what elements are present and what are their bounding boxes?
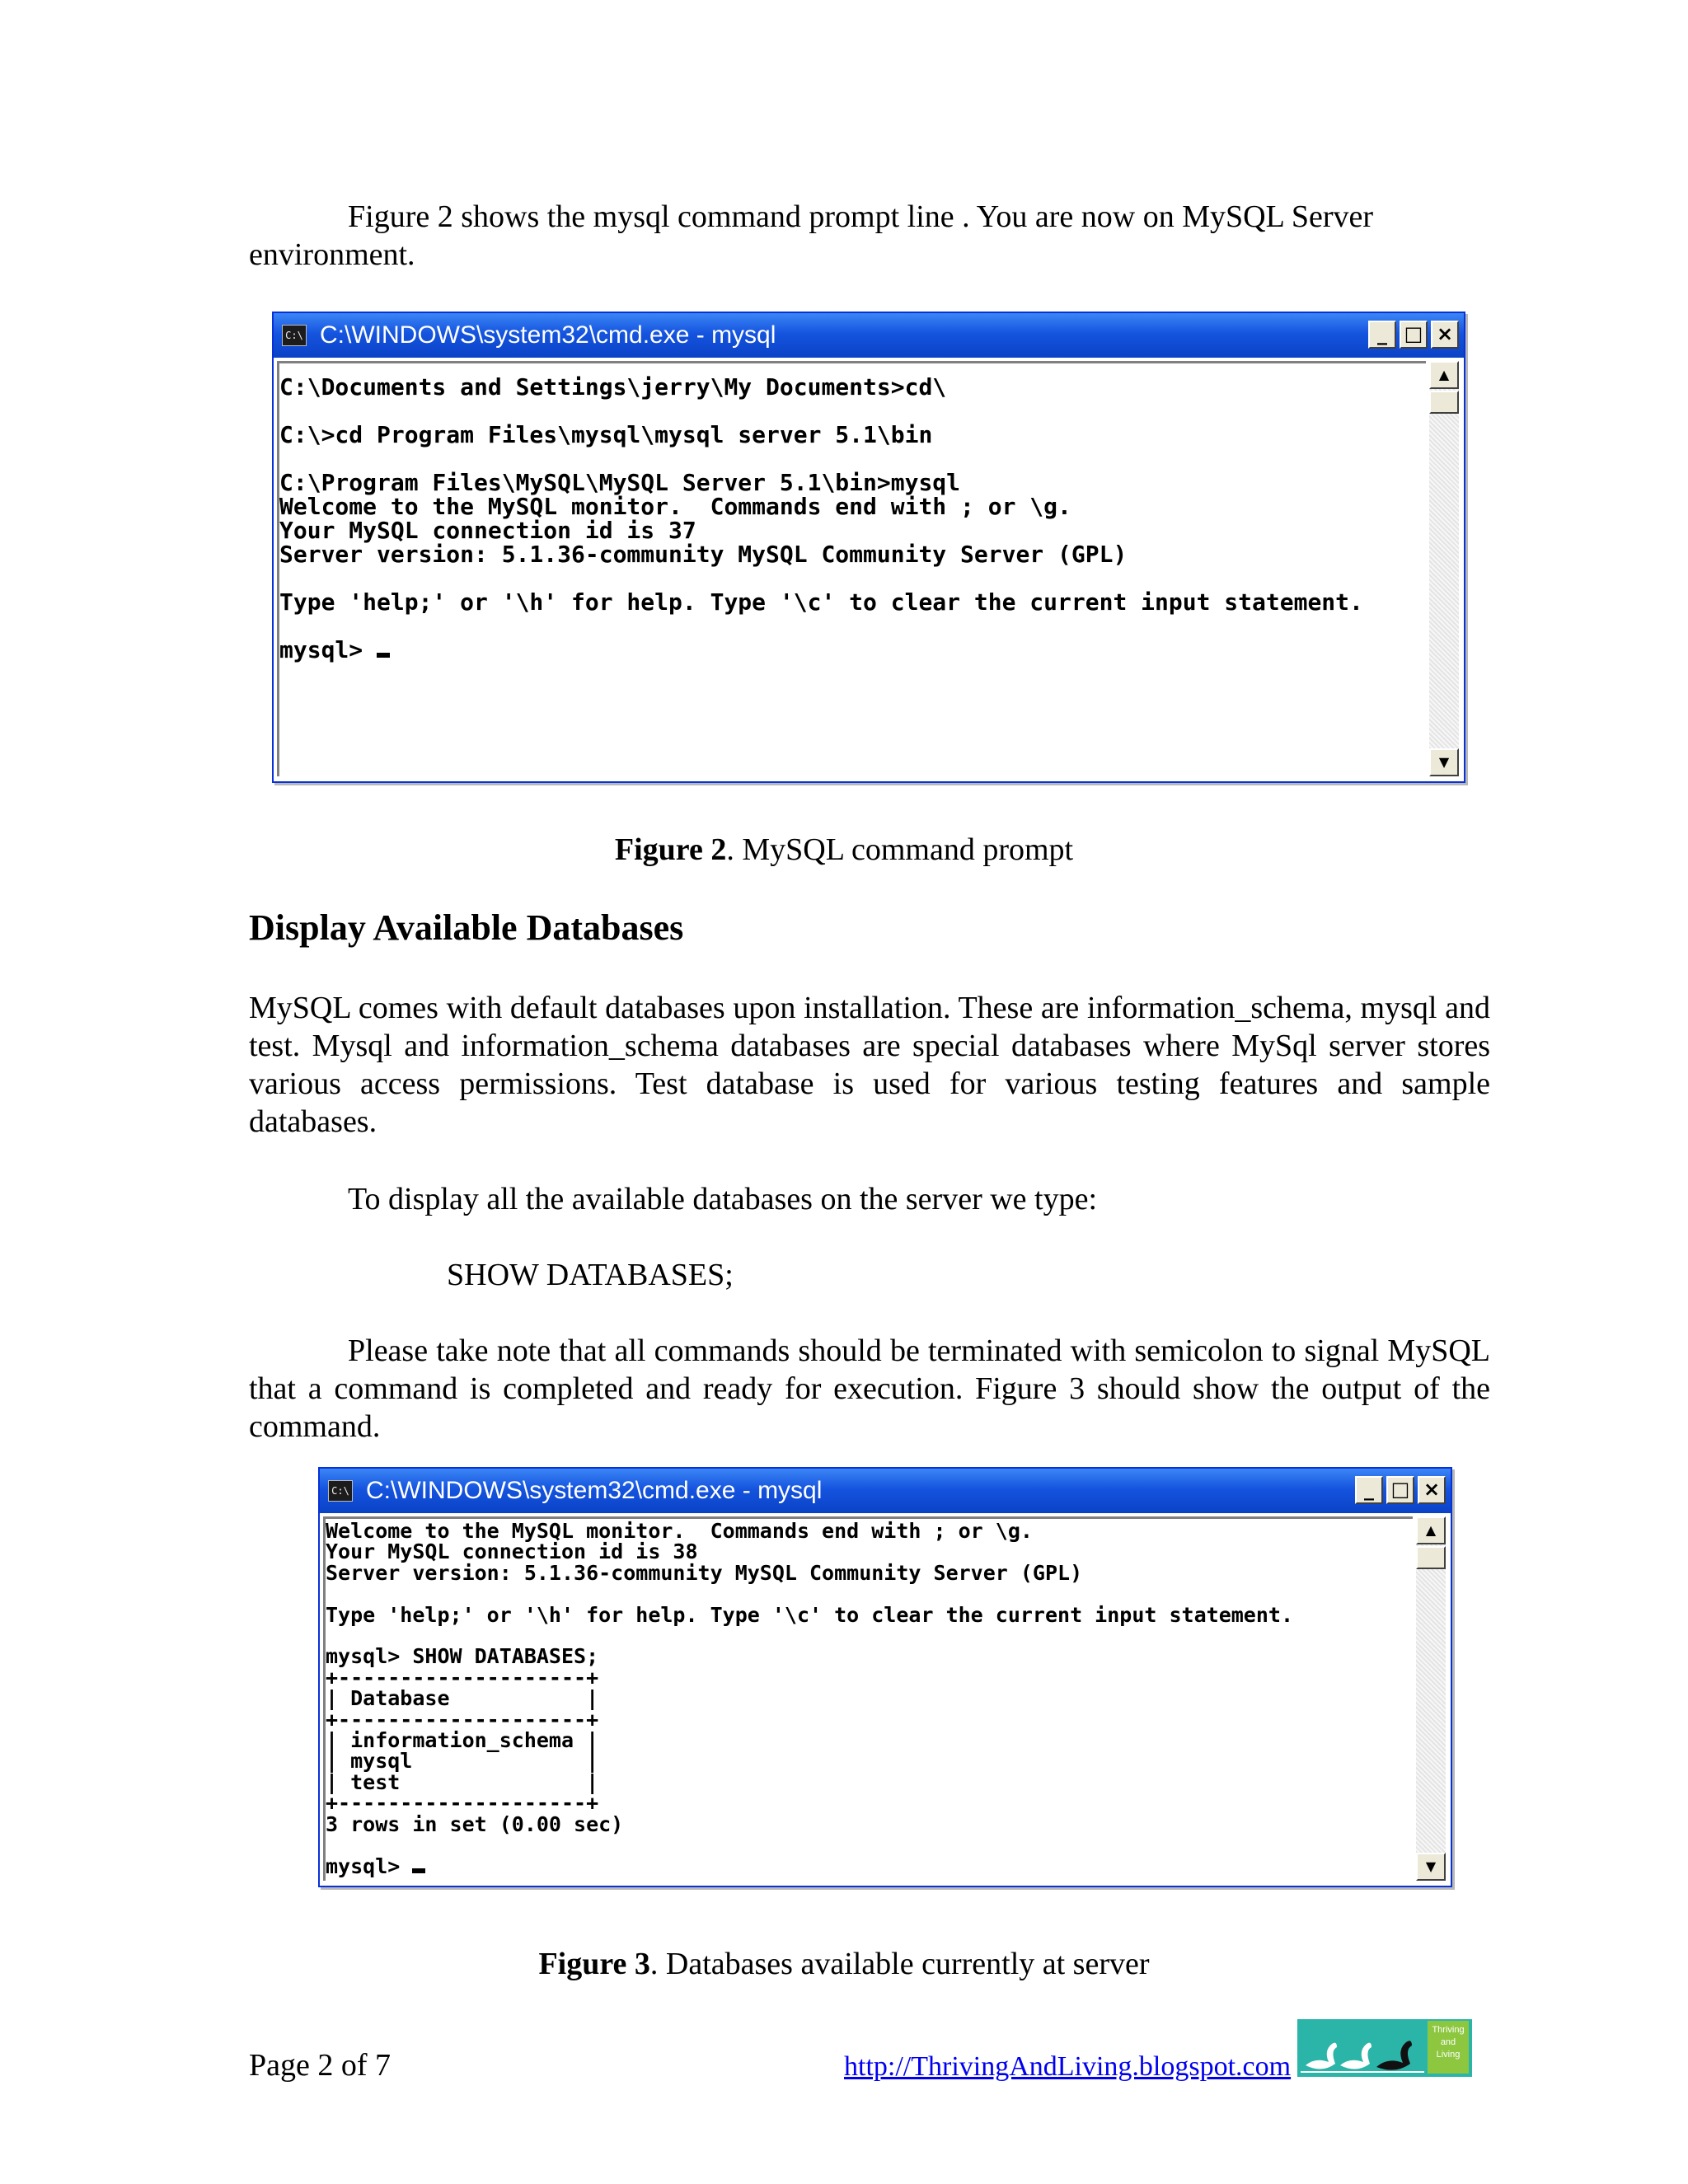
figure2-titlebar [274,313,1464,358]
figure3-console-output[interactable] [323,1516,1413,1881]
intro-paragraph: Figure 2 shows the mysql command prompt line . You are now on MySQL Server environment. [249,199,1374,272]
blog-link[interactable]: http://ThrivingAndLiving.blogspot.com [844,2051,1292,2082]
figure2-caption-label: Figure 2 [614,832,727,867]
figure3-caption [0,1945,1688,1983]
figure2-caption-text: . MySQL command prompt [726,832,1074,867]
section-heading: Display Available Databases [249,907,684,948]
paragraph-databases: MySQL comes with default databases upon installation. These are information_schema, mysql and test. Mysql and information_schema databases are special databases where MySql server stores various access permissions. Test database is used for various testing features and sample databases. [249,991,1490,1139]
maximize-button[interactable]: □ [1386,1476,1414,1504]
minimize-button[interactable]: _ [1355,1476,1383,1504]
scroll-up-icon[interactable]: ▲ [1429,361,1459,389]
figure2-caption [0,831,1688,869]
figure2-console-output[interactable] [277,361,1426,776]
maximize-button[interactable]: □ [1400,321,1428,349]
close-button[interactable]: × [1418,1476,1446,1504]
scroll-down-icon[interactable]: ▼ [1416,1853,1446,1881]
cmd-app-icon: C:\ [328,1480,353,1502]
figure3-console-text: Welcome to the MySQL monitor. Commands end with ; or \g. Your MySQL connection id is 38 Server version: 5.1.36-community MySQL Community Server (GPL) Type 'help;' or '\h' for help. Type '\c' to clear the current input statement. mysql> SHOW DATABASES; +--------------------+ | Database | +--------------------+ | information_schema | | mysql | | test | +--------------------+ 3 rows in set (0.00 sec) [326,1519,1293,1836]
figure2-console-text: C:\Documents and Settings\jerry\My Documents>cd\ C:\>cd Program Files\mysql\mysql server 5.1\bin C:\Program Files\MySQL\MySQL Server 5.1\bin>mysql Welcome to the MySQL monitor. Commands end with ; or \g. Your MySQL connection id is 37 Server version: 5.1.36-community MySQL Community Server (GPL) Type 'help;' or '\h' for help. Type '\c' to clear the current input statement. [279,373,1363,616]
scroll-down-icon[interactable]: ▼ [1429,748,1459,776]
thriving-living-logo [1297,2019,1472,2077]
figure3-scrollbar[interactable] [1416,1516,1446,1881]
figure3-titlebar [320,1469,1451,1513]
paragraph-note: Please take note that all commands should be terminated with semicolon to signal MySQL that a command is completed and ready for execution. Figure 3 should show the output of the command. [249,1333,1490,1444]
close-button[interactable]: × [1431,321,1459,349]
command-text: SHOW DATABASES; [447,1258,734,1292]
logo-badge: Thriving and Living [1428,2021,1469,2074]
minimize-button[interactable]: _ [1368,321,1396,349]
text-cursor [377,653,390,658]
figure3-window-title: C:\WINDOWS\system32\cmd.exe - mysql [366,1477,823,1504]
page-number: Page 2 of 7 [249,2048,392,2083]
figure3-prompt: mysql> [326,1854,413,1878]
cmd-app-icon: C:\ [282,325,307,346]
figure3-console-window [318,1467,1452,1887]
paragraph-display: To display all the available databases on the server we type: [348,1182,1098,1216]
figure3-caption-text: . Databases available currently at server [649,1947,1150,1981]
figure2-scrollbar[interactable] [1429,361,1459,776]
figure2-console-window [272,312,1465,783]
figure2-window-title: C:\WINDOWS\system32\cmd.exe - mysql [320,321,776,349]
scroll-up-icon[interactable]: ▲ [1416,1516,1446,1544]
scroll-thumb[interactable] [1429,391,1459,414]
scroll-thumb[interactable] [1416,1546,1446,1569]
figure2-prompt: mysql> [279,636,377,663]
text-cursor [412,1868,425,1873]
figure3-caption-label: Figure 3 [538,1947,650,1981]
